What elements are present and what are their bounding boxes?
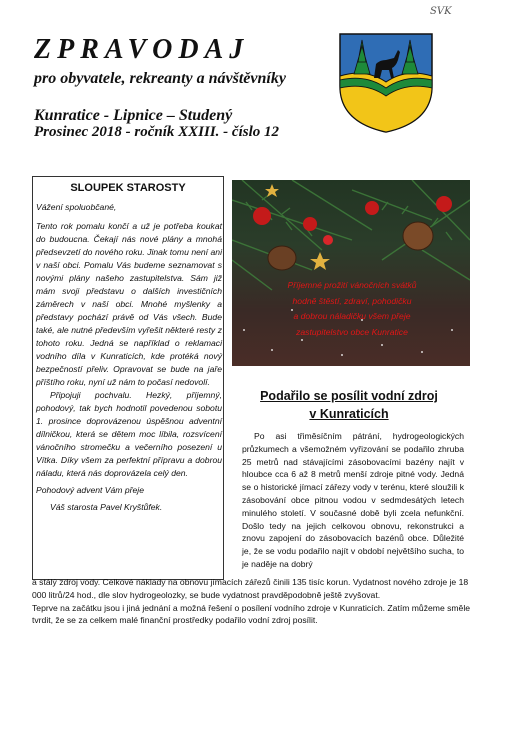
ornament-red-1: [253, 207, 271, 225]
pinecone-right: [403, 222, 433, 250]
article-paragraph-continued: a stálý zdroj vody. Celkové náklady na obnovu jímacích zářezů činili 135 tisíc korun. Vydatnost nového zdroje je 18 000 litrů/24 hod., dle slov hydrogeolozky, se bude vydatnost pravděpodobně ještě zvyšovat.: [32, 577, 469, 600]
greeting-line: Příjemné prožití vánočních svátků: [287, 280, 417, 290]
municipal-crest-icon: [336, 30, 436, 134]
greeting-line: hodně štěstí, zdraví, pohodičku: [292, 295, 412, 306]
article-heading-line-2: v Kunraticích: [309, 407, 389, 421]
article-paragraph-full: [32, 576, 472, 627]
ornament-red-5: [323, 235, 333, 245]
ornament-red-4: [436, 196, 452, 212]
newsletter-subtitle: pro obyvatele, rekreanty a návštěvníky: [34, 70, 286, 87]
greeting-line: a dobrou náladičku všem přeje: [293, 311, 411, 321]
article-heading: [236, 387, 462, 423]
article-heading-line-1: Podařilo se posílit vodní zdroj: [260, 389, 438, 403]
pinecone-left: [268, 246, 296, 270]
mayor-column-text: [36, 201, 222, 514]
mayor-column-title: SLOUPEK STAROSTY: [70, 182, 186, 194]
column-greeting: Vážení spoluobčané,: [36, 202, 117, 212]
newsletter-places: Kunratice - Lipnice – Studený: [34, 107, 233, 124]
newsletter-issue: Prosinec 2018 - ročník XXIII. - číslo 12: [34, 124, 280, 140]
column-signature: Váš starosta Pavel Kryštůfek.: [50, 502, 163, 512]
handwritten-initials: SVK: [430, 6, 452, 17]
greeting-line: zastupitelstvo obce Kunratice: [296, 326, 408, 337]
star-ornament-1: [310, 252, 330, 270]
article-paragraph-right: Po asi třiměsíčním pátrání, hydrogeologických průzkumech a všemožném vyřizování se podařilo zhruba 25 metrů nad stávajícími zásobovacími bazény najít v hloubce cca 6 až 8 metrů menší zdroje pitné vody. Jedná se o historické jímací zářezy vody v terénu, které sloužili k zásobování obce pitnou vodou v sedmdesátých letech minulého století. V současné době byli zcela nefunkční. Došlo tedy na jejich celkovou obnovu, rekonstrukci a znovu zapojení do zásobovacích bazénů obce. Důležité je, že se vodu podařilo najít v období největšího sucha, to je naděje na dobrý: [242, 431, 464, 569]
column-closing: Pohodový advent Vám přeje: [36, 485, 144, 495]
article-paragraph-2: Teprve na začátku jsou i jiná jednání a možná řešení o posílení vodního zdroje v Kunraticích. Zatím můžeme směle tvrdit, že se za celkem malé finanční prostředky podařilo vodní zdroj posílit.: [32, 602, 471, 626]
photo-greeting: [236, 278, 468, 340]
column-paragraph-2: Připojuji pochvalu. Hezký, příjemný, pohodový, tak bych hodnotil povedenou sobotu 1. prosince doprovázenou úspěšnou adventní dílničkou, která se dětem moc líbila, rozsvícení vánočního stromečku a večerního posezení u Vítka. Díky všem za perfektní přípravu a dobrou náladu, která nás doprovázela celý den.: [36, 390, 222, 478]
ornament-red-3: [365, 201, 379, 215]
ornament-red-2: [303, 217, 317, 231]
newsletter-title: ZPRAVODAJ: [34, 34, 250, 65]
column-paragraph-1: Tento rok pomalu končí a už je potřeba koukat do budoucna. Čekají nás nové plány a mnohá předsevzetí do nového roku. Jinak tomu není ani v naší obci. Pomalu Vás budeme seznamovat s novými plány našeho zastupitelstva. Sám již mám svoji představu o dalších investičních záměrech v naší obci. Mnohé myšlenky a představy pochází právě od Vás všech. Bude také, ale nutné především vyřešit některé resty z tohoto roku. Jedná se například o reklamaci vodního díla v Kunraticích, kde protéká nový bezpečností přeliv. Opravovat se bude na jaře příštího roku, nyní už nám to počasí nedovolí.: [36, 221, 222, 387]
star-ornament-2: [265, 184, 279, 197]
